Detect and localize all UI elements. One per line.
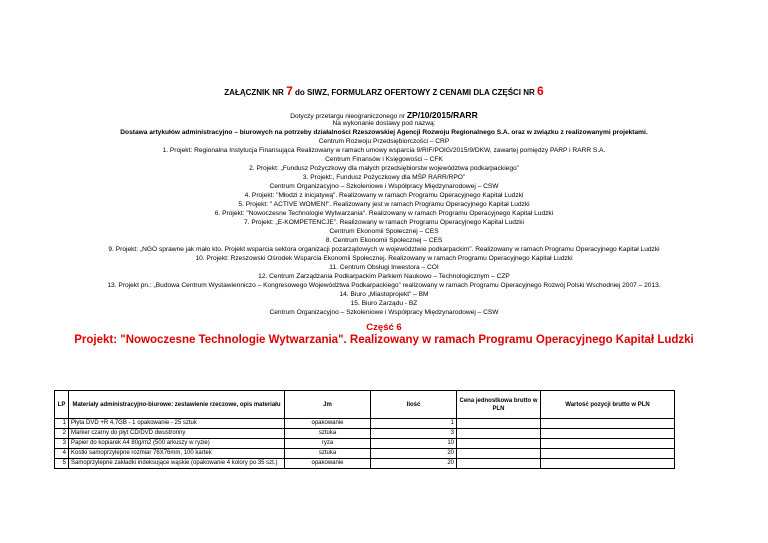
cell-qty: 20 — [371, 459, 457, 469]
info-line: 12. Centrum Zarządzania Podkarpackim Parkiem Naukowo – Technologicznym – CZP — [258, 273, 510, 280]
cell-unit-price[interactable] — [457, 429, 541, 439]
cell-total[interactable] — [541, 419, 675, 429]
info-line: 9. Projekt: „NGO sprawne jak mało kto. Projekt wsparcia sektora organizacji pozarządowych w województwie podkarpackim”. Realizowany w ramach Programu Operacyjnego Kapitał Ludzki — [108, 246, 660, 253]
cell-jm: opakowanie — [285, 419, 371, 429]
info-line: 4. Projekt: "Młodzi z inicjatywą". Realizowany w ramach Programu Operacyjnego Kapitał Ludzki — [244, 192, 524, 199]
info-line: 14. Biuro „Miastoprojekt” – BM — [339, 291, 429, 298]
info-line: 13. Projekt pn.: „Budowa Centrum Wystawienniczo – Kongresowego Województwa Podkarpackiego” realizowany w ramach Programu Operacyjnego Rozwój Polski Wschodniej 2007 – 2013. — [107, 282, 661, 289]
cell-material: Samoprzylepne zakładki indeksujące wąskie (opakowanie 4 kolory po 35 szt.) — [69, 459, 285, 469]
tender-number: ZP/10/2015/RARR — [406, 110, 478, 120]
cell-total[interactable] — [541, 459, 675, 469]
cell-qty: 3 — [371, 429, 457, 439]
info-line: 8. Centrum Ekonomii Społecznej – CES — [325, 237, 443, 244]
table-row — [55, 419, 675, 429]
header-total: Wartość pozycji brutto w PLN — [541, 391, 675, 419]
info-line: 1. Projekt: Regionalna Instytucja Finansująca Realizowany w ramach umowy wsparcia 9/RIF/POIG/2015/9/DKW, zawartej pomiędzy PARP i RARR S.A. — [162, 147, 606, 154]
title-part-a: ZAŁĄCZNIK NR — [224, 88, 287, 97]
info-line: 11. Centrum Obsługi Inwestora – COI — [329, 264, 439, 271]
info-line: Centrum Rozwoju Przedsiębiorczości – CRP — [318, 138, 450, 145]
cell-jm: opakowanie — [285, 459, 371, 469]
delivery-label: Na wykonanie dostawy pod nazwą: — [332, 120, 436, 127]
info-line: 3. Projekt:, Fundusz Pożyczkowy dla MŚP RARR/RPO” — [302, 174, 466, 181]
cell-unit-price[interactable] — [457, 449, 541, 459]
annex-number: 7 — [286, 84, 293, 98]
tender-prefix: Dotyczy przetargu nieograniczonego nr — [290, 113, 407, 120]
info-line: Centrum Finansów i Księgowości – CFK — [325, 156, 443, 163]
table-row — [55, 449, 675, 459]
info-line: Centrum Organizacyjno – Szkoleniowe i Współpracy Międzynarodowej – CSW — [269, 183, 499, 190]
info-line: Centrum Ekonomii Społecznej – CES — [329, 228, 439, 235]
info-line: 2. Projekt: „Fundusz Pożyczkowy dla małych przedsiębiorstw województwa podkarpackiego” — [249, 165, 519, 172]
cell-qty: 20 — [371, 449, 457, 459]
price-table — [54, 390, 675, 469]
cell-material: Kostki samoprzylepne rozmiar 76X76mm, 100 kartek — [69, 449, 285, 459]
cell-unit-price[interactable] — [457, 459, 541, 469]
table-header-row — [55, 391, 675, 419]
cell-qty: 1 — [371, 419, 457, 429]
cell-lp: 1 — [55, 419, 69, 429]
part-number: 6 — [537, 84, 544, 98]
cell-lp: 3 — [55, 439, 69, 449]
cell-jm: sztuka — [285, 449, 371, 459]
project-title: Projekt: "Nowoczesne Technologie Wytwarzania". Realizowany w ramach Programu Operacyjnego Kapitał Ludzki — [74, 334, 694, 346]
table-row — [55, 439, 675, 449]
table-row — [55, 459, 675, 469]
info-line: 7. Projekt: „E-KOMPETENCJE”. Realizowany w ramach Programu Operacyjnego Kapitał Ludzki — [244, 219, 524, 226]
cell-total[interactable] — [541, 429, 675, 439]
cell-lp: 2 — [55, 429, 69, 439]
header-unit-price: Cena jednostkowa brutto w PLN — [457, 391, 541, 419]
document-title — [0, 84, 768, 98]
cell-total[interactable] — [541, 439, 675, 449]
info-line: 15. Biuro Zarządu - BZ — [350, 300, 418, 307]
cell-jm: ryza — [285, 439, 371, 449]
cell-jm: sztuka — [285, 429, 371, 439]
cell-unit-price[interactable] — [457, 419, 541, 429]
cell-material: Marker czarny do płyt CD/DVD dwustronny — [69, 429, 285, 439]
part-label: Część 6 — [366, 322, 402, 333]
cell-lp: 5 — [55, 459, 69, 469]
info-line: 5. Projekt: " ACTIVE WOMEN!". Realizowany jest w ramach Programu Operacyjnego Kapitał Ludzki — [238, 201, 530, 208]
cell-lp: 4 — [55, 449, 69, 459]
cell-unit-price[interactable] — [457, 439, 541, 449]
header-material: Materiały administracyjno-biurowe: zestawienie rzeczowe, opis materiału — [69, 391, 285, 419]
table-row — [55, 429, 675, 439]
cell-material: Płyta DVD +R 4,7GB - 1 opakowanie - 25 sztuk — [69, 419, 285, 429]
info-line: Centrum Organizacyjno – Szkoleniowe i Współpracy Międzynarodowej – CSW — [269, 309, 499, 316]
cell-material: Papier do kopiarek A4 80g/m2 (500 arkuszy w ryzie) — [69, 439, 285, 449]
info-line: 6. Projekt: "Nowoczesne Technologie Wytwarzania". Realizowany w ramach Programu Operacyjnego Kapitał Ludzki — [214, 210, 554, 217]
cell-qty: 10 — [371, 439, 457, 449]
header-qty: Ilość — [371, 391, 457, 419]
subject-line: Dostawa artykułów administracyjno – biurowych na potrzeby działalności Rzeszowskiej Agencji Rozwoju Regionalnego S.A. oraz w związku z realizowanymi projektami. — [120, 129, 648, 136]
title-part-b: do SIWZ, FORMULARZ OFERTOWY Z CENAMI DLA CZĘŚCI NR — [292, 88, 538, 97]
cell-total[interactable] — [541, 449, 675, 459]
info-line: 10. Projekt: Rzeszowski Ośrodek Wsparcia Ekonomii Społecznej. Realizowany w ramach Programu Operacyjnego Kapitał Ludzki — [195, 255, 573, 262]
header-jm: Jm — [285, 391, 371, 419]
header-lp: LP — [55, 391, 69, 419]
